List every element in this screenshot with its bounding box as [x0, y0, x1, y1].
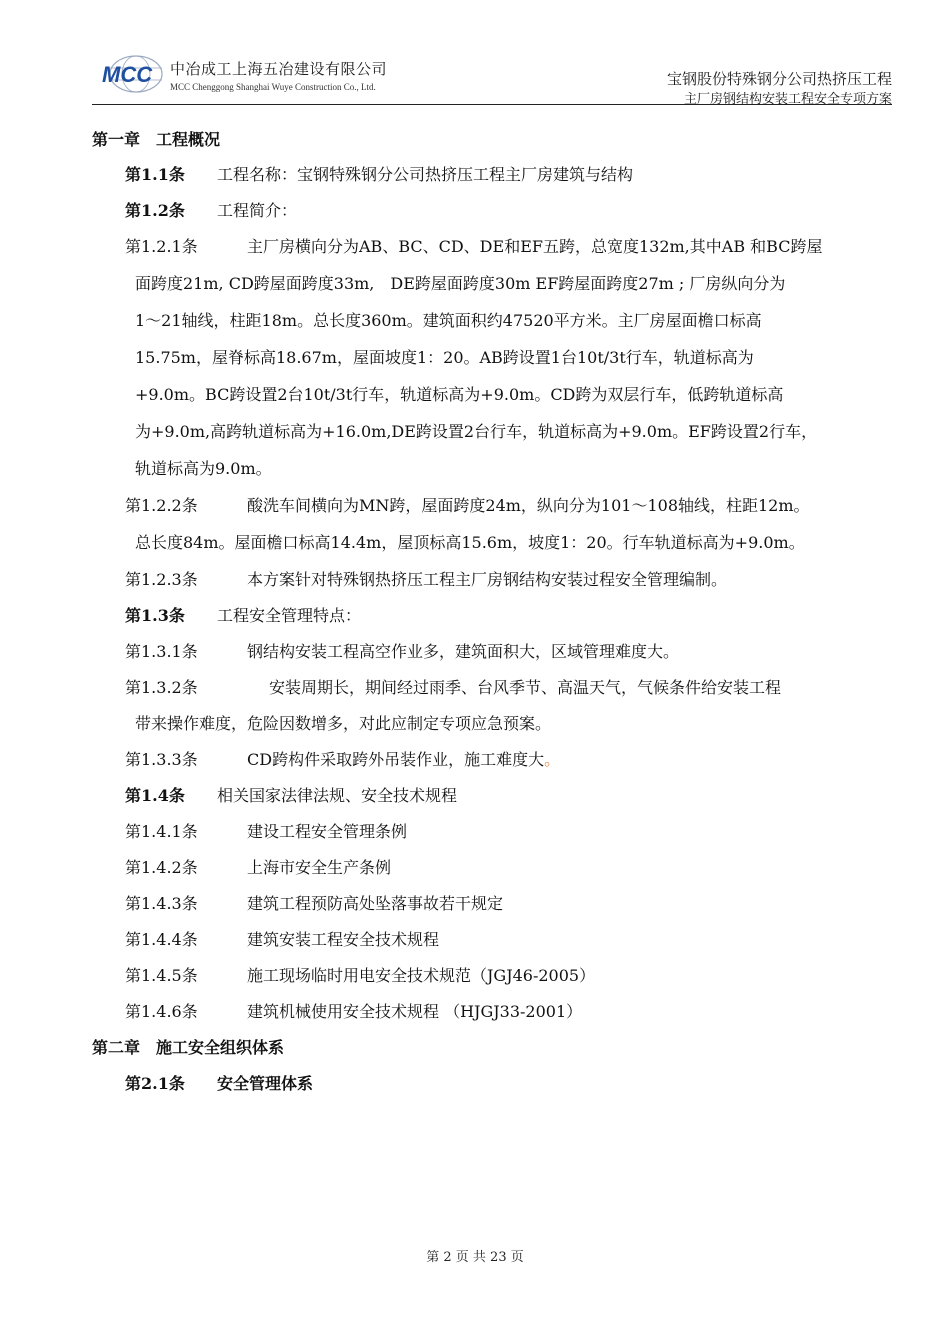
- article-number: 第1.2.3条: [125, 570, 198, 589]
- article-1-3-2-line-2: 带来操作难度，危险因数增多，对此应制定专项应急预案。: [135, 714, 552, 733]
- page-footer: 第 2 页 共 23 页: [426, 1250, 524, 1265]
- article-tail: 。: [544, 750, 561, 769]
- article-text: 安全管理体系: [217, 1074, 314, 1093]
- article-1-4-1: [125, 821, 407, 843]
- article-text: 工程简介：: [217, 201, 298, 220]
- article-text-line: 安装周期长，期间经过雨季、台风季节、高温天气，气候条件给安装工程: [269, 678, 782, 697]
- header-divider: [92, 104, 892, 105]
- article-text: 相关国家法律法规、安全技术规程: [217, 786, 458, 805]
- article-number: 第1.3条: [125, 606, 185, 625]
- article-number: 第1.2.2条: [125, 496, 198, 515]
- article-1-2-1: [125, 236, 822, 258]
- article-number: 第2.1条: [125, 1074, 185, 1093]
- chapter-1-title: 第一章 工程概况: [92, 130, 221, 149]
- page-header: [92, 48, 892, 106]
- article-1-2-3: [125, 569, 727, 591]
- article-number: 第1.4.3条: [125, 894, 198, 913]
- mcc-logo-icon: [100, 54, 164, 94]
- article-text: 建筑安装工程安全技术规程: [247, 930, 440, 949]
- article-text: 工程名称：宝钢特殊钢分公司热挤压工程主厂房建筑与结构: [217, 165, 634, 184]
- article-number: 第1.1条: [125, 165, 185, 184]
- article-1-2-1-line-4: 15.75m，屋脊标高18.67m，屋面坡度1：20。AB跨设置1台10t/3t行车，轨道标高为: [135, 348, 754, 367]
- article-number: 第1.4.2条: [125, 858, 198, 877]
- article-text: 钢结构安装工程高空作业多，建筑面积大，区域管理难度大。: [247, 642, 680, 661]
- article-1-3: [125, 605, 361, 627]
- article-text-line: 主厂房横向分为AB、BC、CD、DE和EF五跨，总宽度132m,其中AB 和BC跨屋: [247, 237, 823, 256]
- article-number: 第1.4条: [125, 786, 185, 805]
- article-1-2-1-line-2: 面跨度21m, CD跨屋面跨度33m, DE跨屋面跨度30m EF跨屋面跨度27m ; 厂房纵向分为: [135, 274, 786, 293]
- article-1-3-2: [125, 677, 781, 699]
- article-number: 第1.2条: [125, 201, 185, 220]
- article-1-2-2: [125, 495, 810, 517]
- project-title: 宝钢股份特殊钢分公司热挤压工程: [666, 70, 892, 88]
- article-text: 工程安全管理特点：: [217, 606, 362, 625]
- article-1-4-2: [125, 857, 391, 879]
- article-1-2-1-line-6: 为+9.0m,高跨轨道标高为+16.0m,DE跨设置2台行车，轨道标高为+9.0m。EF跨设置2行车，: [135, 422, 818, 441]
- article-text: 建筑工程预防高处坠落事故若干规定: [247, 894, 504, 913]
- article-text: 本方案针对特殊钢热挤压工程主厂房钢结构安装过程安全管理编制。: [247, 570, 728, 589]
- article-1-4-6: [125, 1001, 582, 1023]
- article-1-2: [125, 200, 297, 222]
- logo-text: MCC: [102, 62, 153, 87]
- article-1-2-1-line-5: +9.0m。BC跨设置2台10t/3t行车，轨道标高为+9.0m。CD跨为双层行车，低跨轨道标高: [135, 385, 784, 404]
- chapter-2-title: 第二章 施工安全组织体系: [92, 1038, 285, 1057]
- article-number: 第1.4.1条: [125, 822, 198, 841]
- article-1-1: [125, 164, 633, 186]
- article-1-2-1-line-7: 轨道标高为9.0m。: [135, 459, 272, 478]
- article-1-4: [125, 785, 457, 807]
- article-1-3-1: [125, 641, 679, 663]
- article-number: 第1.4.4条: [125, 930, 198, 949]
- article-number: 第1.3.3条: [125, 750, 198, 769]
- article-text: CD跨构件采取跨外吊装作业，施工难度大: [247, 750, 545, 769]
- article-number: 第1.3.2条: [125, 678, 198, 697]
- article-1-4-3: [125, 893, 503, 915]
- article-number: 第1.4.5条: [125, 966, 198, 985]
- article-1-4-5: [125, 965, 595, 987]
- article-2-1: [125, 1073, 313, 1095]
- document-title: 主厂房钢结构安装工程安全专项方案: [683, 92, 892, 107]
- article-1-2-1-line-3: 1～21轴线，柱距18m。总长度360m。建筑面积约47520平方米。主厂房屋面檐口标高: [135, 311, 762, 330]
- article-1-4-4: [125, 929, 439, 951]
- article-number: 第1.2.1条: [125, 237, 198, 256]
- article-text: 施工现场临时用电安全技术规范（JGJ46-2005）: [247, 966, 596, 985]
- article-text: 建筑机械使用安全技术规程 （HJGJ33-2001）: [247, 1002, 583, 1021]
- article-number: 第1.3.1条: [125, 642, 198, 661]
- article-1-3-3: [125, 749, 560, 771]
- article-text: 建设工程安全管理条例: [247, 822, 408, 841]
- article-text-line: 酸洗车间横向为MN跨，屋面跨度24m，纵向分为101～108轴线，柱距12m。: [247, 496, 810, 515]
- article-number: 第1.4.6条: [125, 1002, 198, 1021]
- company-name-en: MCC Chenggong Shanghai Wuye Construction Co., Ltd.: [170, 82, 376, 92]
- company-name-cn: 中冶成工上海五冶建设有限公司: [170, 60, 388, 78]
- article-1-2-2-line-2: 总长度84m。屋面檐口标高14.4m，屋顶标高15.6m，坡度1：20。行车轨道标高为+9.0m。: [135, 533, 805, 552]
- article-text: 上海市安全生产条例: [247, 858, 392, 877]
